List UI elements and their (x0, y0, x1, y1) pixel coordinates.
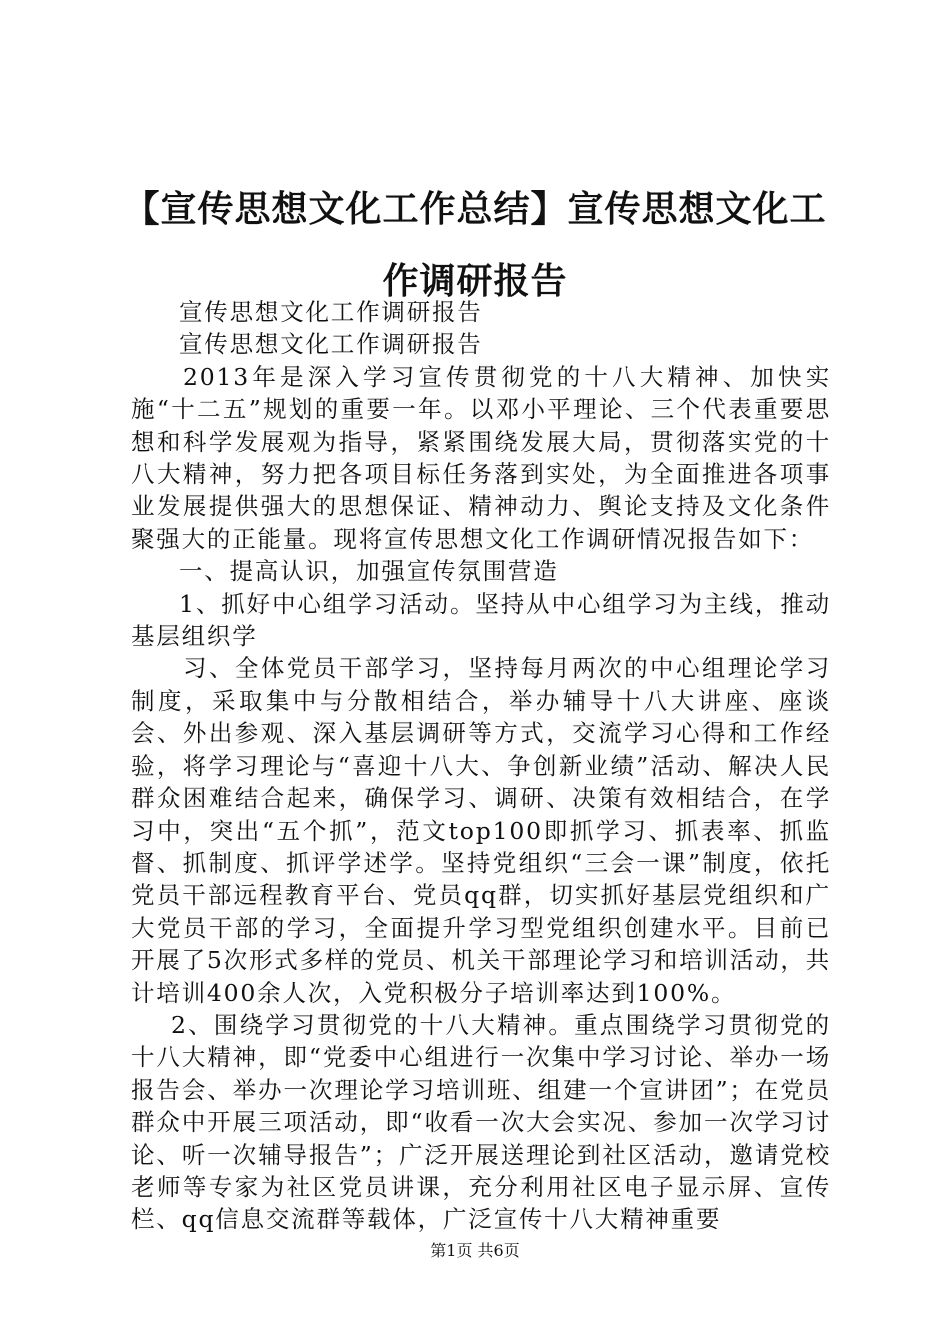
intro-paragraph: 2013年是深入学习宣传贯彻党的十八大精神、加快实施“十二五”规划的重要一年。以邓小平理论、三个代表重要思想和科学发展观为指导，紧紧围绕发展大局，贯彻落实党的十八大精神，努力把各项目标任务落到实处，为全面推进各项事业发展提供强大的思想保证、精神动力、舆论支持及文化条件聚强大的正能量。现将宣传思想文化工作调研情况报告如下： (131, 362, 831, 553)
document-body (131, 296, 831, 1236)
section-heading-1: 一、提高认识，加强宣传氛围营造 (179, 557, 559, 586)
subtitle-line-2: 宣传思想文化工作调研报告 (179, 330, 483, 359)
item-2-paragraph: 2、围绕学习贯彻党的十八大精神。重点围绕学习贯彻党的十八大精神，即“党委中心组进行一次集中学习讨论、举办一场报告会、举办一次理论学习培训班、组建一个宣讲团”；在党员群众中开展三项活动，即“收看一次大会实况、参加一次学习讨论、听一次辅导报告”；广泛开展送理论到社区活动，邀请党校老师等专家为社区党员讲课，充分利用社区电子显示屏、宣传栏、qq信息交流群等载体，广泛宣传十八大精神重要 (131, 1010, 831, 1234)
page-number-footer: 第1页 共6页 (430, 1241, 520, 1260)
item-1-continued-paragraph: 习、全体党员干部学习，坚持每月两次的中心组理论学习制度，采取集中与分散相结合，举办辅导十八大讲座、座谈会、外出参观、深入基层调研等方式，交流学习心得和工作经验，将学习理论与“喜迎十八大、争创新业绩”活动、解决人民群众困难结合起来，确保学习、调研、决策有效相结合，在学习中，突出“五个抓”，范文top100即抓学习、抓表率、抓监督、抓制度、抓评学述学。坚持党组织“三会一课”制度，依托党员干部远程教育平台、党员qq群，切实抓好基层党组织和广大党员干部的学习，全面提升学习型党组织创建水平。目前已开展了5次形式多样的党员、机关干部理论学习和培训活动，共计培训400余人次，入党积极分子培训率达到100%。 (131, 654, 831, 1007)
document-title: 【宣传思想文化工作总结】宣传思想文化工作调研报告 (123, 189, 827, 302)
item-1-paragraph: 1、抓好中心组学习活动。坚持从中心组学习为主线，推动基层组织学 (131, 589, 831, 651)
subtitle-line-1: 宣传思想文化工作调研报告 (179, 298, 483, 326)
